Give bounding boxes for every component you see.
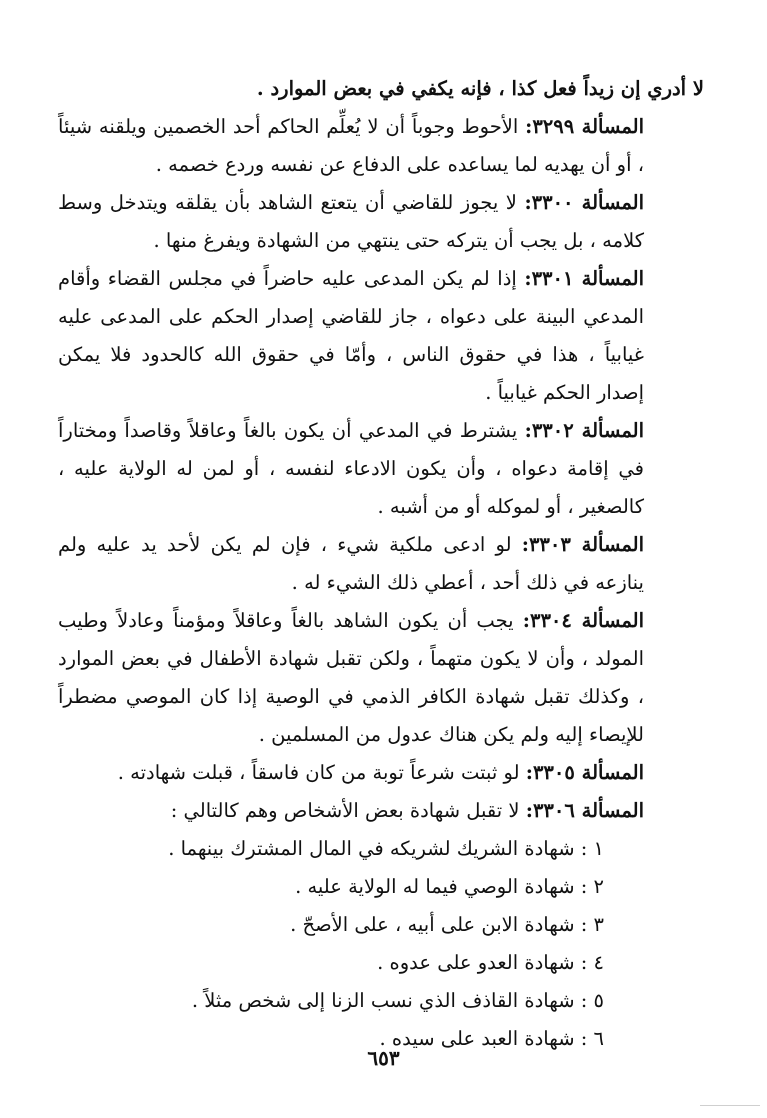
masala-text: يجب أن يكون الشاهد بالغاً وعاقلاً ومؤمناً وعادلاً وطيب المولد ، وأن لا يكون متهماً ، ولكن تقبل شهادة الأطفال في بعض الموارد ، وكذلك تقبل شهادة الكافر الذمي في الوصية إذا كان الموصي مضطراً للإيصاء إليه ولم يكن هناك عدول من المسلمين .	[58, 609, 644, 746]
list-item: ٥ : شهادة القاذف الذي نسب الزنا إلى شخص مثلاً .	[191, 989, 604, 1012]
list-item: ١ : شهادة الشريك لشريكه في المال المشترك بينهما .	[168, 837, 604, 860]
masala-label: المسألة ٣٣٠٦:	[525, 799, 644, 822]
masala-text: الأحوط وجوباً أن لا يُعلِّم الحاكم أحد الخصمين ويلقنه شيئاً ، أو أن يهديه لما يساعده على الدفاع عن نفسه وردع خصمه .	[58, 115, 644, 176]
document-page	[58, 70, 704, 1058]
masala-text: يشترط في المدعي أن يكون بالغاً وعاقلاً وقاصداً ومختاراً في إقامة دعواه ، وأن يكون الادعاء لنفسه ، أو لمن له الولاية عليه ، كالصغير ، أو لموكله أو من أشبه .	[58, 419, 644, 518]
page-number: ٦٥٣	[367, 1046, 400, 1070]
masala-3300	[58, 184, 704, 260]
masala-label: المسألة ٣٣٠٢:	[524, 419, 645, 442]
masala-label: المسألة ٣٢٩٩:	[525, 115, 645, 138]
masala-label: المسألة ٣٣٠١:	[524, 267, 644, 290]
list-item: ٢ : شهادة الوصي فيما له الولاية عليه .	[295, 875, 604, 898]
intro-line: لا أدري إن زيداً فعل كذا ، فإنه يكفي في بعض الموارد .	[256, 77, 704, 100]
masala-label: المسألة ٣٣٠٠:	[524, 191, 645, 214]
masala-3299	[58, 108, 704, 184]
masala-label: المسألة ٣٣٠٣:	[521, 533, 645, 556]
masala-label: المسألة ٣٣٠٤:	[522, 609, 644, 632]
masala-3306	[58, 792, 704, 830]
page-edge-mark	[700, 1105, 760, 1112]
list-item: ٦ : شهادة العبد على سيده .	[379, 1027, 604, 1050]
list-item: ٣ : شهادة الابن على أبيه ، على الأصحّ .	[290, 913, 604, 936]
masala-3304	[58, 602, 704, 754]
masala-3303	[58, 526, 704, 602]
masala-text: لا تقبل شهادة بعض الأشخاص وهم كالتالي :	[170, 799, 520, 822]
list-item: ٤ : شهادة العدو على عدوه .	[377, 951, 604, 974]
masala-3305	[58, 754, 704, 792]
masala-text: لا يجوز للقاضي أن يتعتع الشاهد بأن يقلقه ويتدخل وسط كلامه ، بل يجب أن يتركه حتى ينتهي من الشهادة ويفرغ منها .	[58, 191, 644, 252]
masala-text: لو ثبتت شرعاً توبة من كان فاسقاً ، قبلت شهادته .	[117, 761, 520, 784]
masala-text: لو ادعى ملكية شيء ، فإن لم يكن لأحد يد عليه ولم ينازعه في ذلك أحد ، أعطي ذلك الشيء له .	[58, 533, 644, 594]
masala-3302	[58, 412, 704, 526]
masala-3301	[58, 260, 704, 412]
masala-text: إذا لم يكن المدعى عليه حاضراً في مجلس القضاء وأقام المدعي البينة على دعواه ، جاز للقاضي إصدار الحكم على المدعى عليه غيابياً ، هذا في حقوق الناس ، وأمّا في حقوق الله كالحدود فلا يمكن إصدار الحكم غيابياً .	[58, 267, 644, 404]
masala-label: المسألة ٣٣٠٥:	[525, 761, 644, 784]
